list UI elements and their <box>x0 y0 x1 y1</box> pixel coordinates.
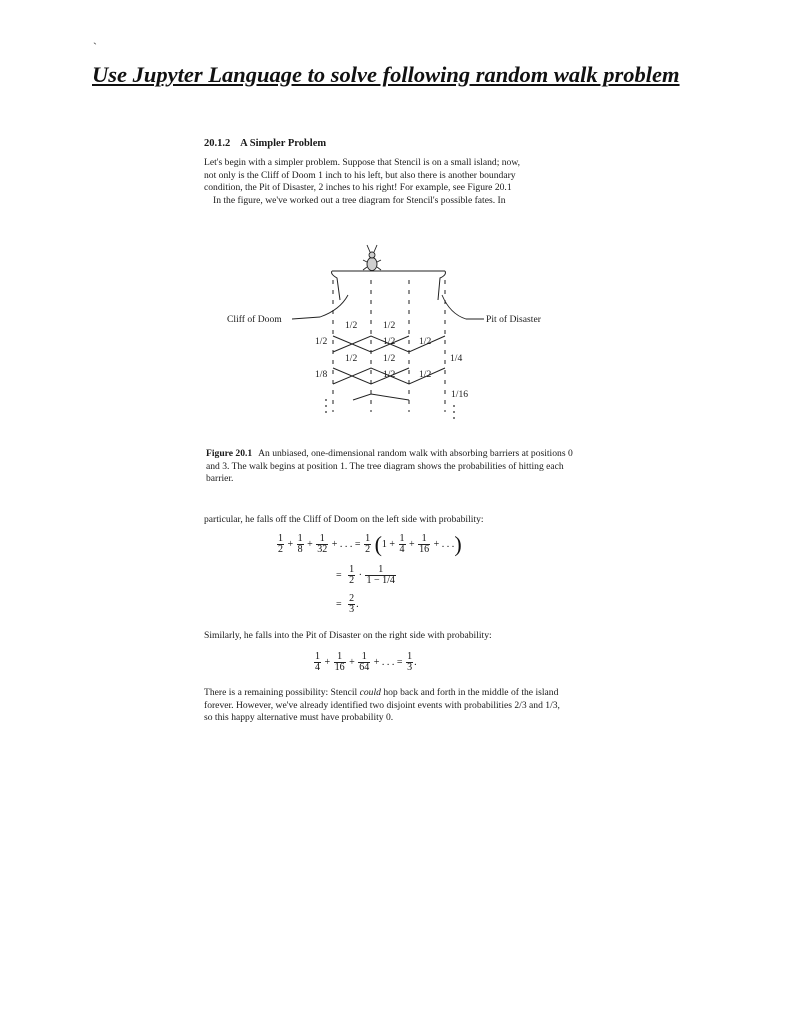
fraction: $\frac{1}{16}$ <box>334 651 345 673</box>
fraction: $\frac{1}{1 - 1/4}$ <box>366 564 395 586</box>
pit-equation: $\frac{1}{4}$ + $\frac{1}{16}$ + $\frac{1}{64}$ + . . . = $\frac{1}{3}$ . <box>315 651 417 673</box>
cliff-equation-line1: $\frac{1}{2}$ + $\frac{1}{8}$ + $\frac{1}{32}$ + . . . = $\frac{1}{2}$ (1 + $\frac{1}{4}$ + $\frac{1}{16}$ + . . .) <box>278 531 462 557</box>
fraction: $\frac{1}{2}$ <box>365 533 371 555</box>
caption-label: Figure 20.1 <box>206 448 253 459</box>
right-prob: 1/16 <box>451 389 469 400</box>
fraction: $\frac{2}{3}$ <box>349 593 355 615</box>
intro-line: condition, the Pit of Disaster, 2 inches to his right! For example, see Figure 20.1 <box>204 182 512 193</box>
branch-prob: 1/2 <box>419 336 432 347</box>
fraction: $\frac{1}{4}$ <box>399 533 405 555</box>
backtick-mark: ` <box>93 40 97 54</box>
section-heading <box>204 138 326 151</box>
pit-label: Pit of Disaster <box>486 314 541 325</box>
fraction: $\frac{1}{4}$ <box>315 651 320 673</box>
caption-text: An unbiased, one-dimensional random walk with absorbing barriers at positions 0 and 3. The walk begins at position 1. The tree diagram shows the probabilities of hitting each barrier. <box>206 448 573 484</box>
branch-prob: 1/2 <box>345 353 358 364</box>
fraction: $\frac{1}{64}$ <box>359 651 370 673</box>
intro-line: In the figure, we've worked out a tree diagram for Stencil's possible fates. In <box>213 194 506 206</box>
fraction: $\frac{1}{16}$ <box>419 533 430 555</box>
cliff-equation-line2: = $\frac{1}{2}$ · $\frac{1}{1 - 1/4}$ <box>336 564 395 586</box>
branch-prob: 1/2 <box>383 320 396 331</box>
pit-pointer <box>442 295 484 319</box>
fraction: $\frac{1}{3}$ <box>407 651 413 673</box>
emphasis-word: could <box>359 687 381 698</box>
branch-prob: 1/2 <box>345 320 358 331</box>
fraction: $\frac{1}{32}$ <box>317 533 328 555</box>
fraction: $\frac{1}{2}$ <box>349 564 355 586</box>
branch-prob: 1/2 <box>419 369 432 380</box>
section-number: 20.1.2 <box>204 138 231 149</box>
page-heading: Use Jupyter Language to solve following random walk problem <box>92 62 680 87</box>
branch-prob: 1/2 <box>383 353 396 364</box>
fraction: $\frac{1}{2}$ <box>278 533 283 555</box>
left-prob: 1/8 <box>315 369 328 380</box>
cliff-label: Cliff of Doom <box>227 314 282 325</box>
branch-prob: 1/2 <box>383 336 396 347</box>
branch-prob: 1/2 <box>383 369 396 380</box>
right-prob: 1/4 <box>450 353 463 364</box>
stencil-bug-icon <box>363 245 381 271</box>
figure-caption <box>206 448 584 486</box>
right-probability-text: Similarly, he falls into the Pit of Disaster on the right side with probability: <box>204 630 492 641</box>
closing-paragraph: There is a remaining possibility: Stencil could hop back and forth in the middle of the island forever. However, we've already identified two disjoint events with probabilities 2/3 and 1/3, so this happy alternative must have probability 0. <box>204 687 560 723</box>
cliff-equation-line3: = $\frac{2}{3}$ . <box>336 593 359 615</box>
intro-line: not only is the Cliff of Doom 1 inch to his left, but also there is another boundary <box>204 169 516 181</box>
island-outline <box>332 271 446 300</box>
left-probability-text: particular, he falls off the Cliff of Doom on the left side with probability: <box>204 514 484 525</box>
section-title: A Simpler Problem <box>240 138 327 149</box>
continuation-dots <box>325 399 455 419</box>
left-prob: 1/2 <box>315 336 328 347</box>
intro-line: Let's begin with a simpler problem. Suppose that Stencil is on a small island; now, <box>204 157 521 168</box>
fraction: $\frac{1}{8}$ <box>297 533 303 555</box>
intro-paragraph <box>204 157 544 207</box>
random-walk-figure <box>200 240 580 440</box>
